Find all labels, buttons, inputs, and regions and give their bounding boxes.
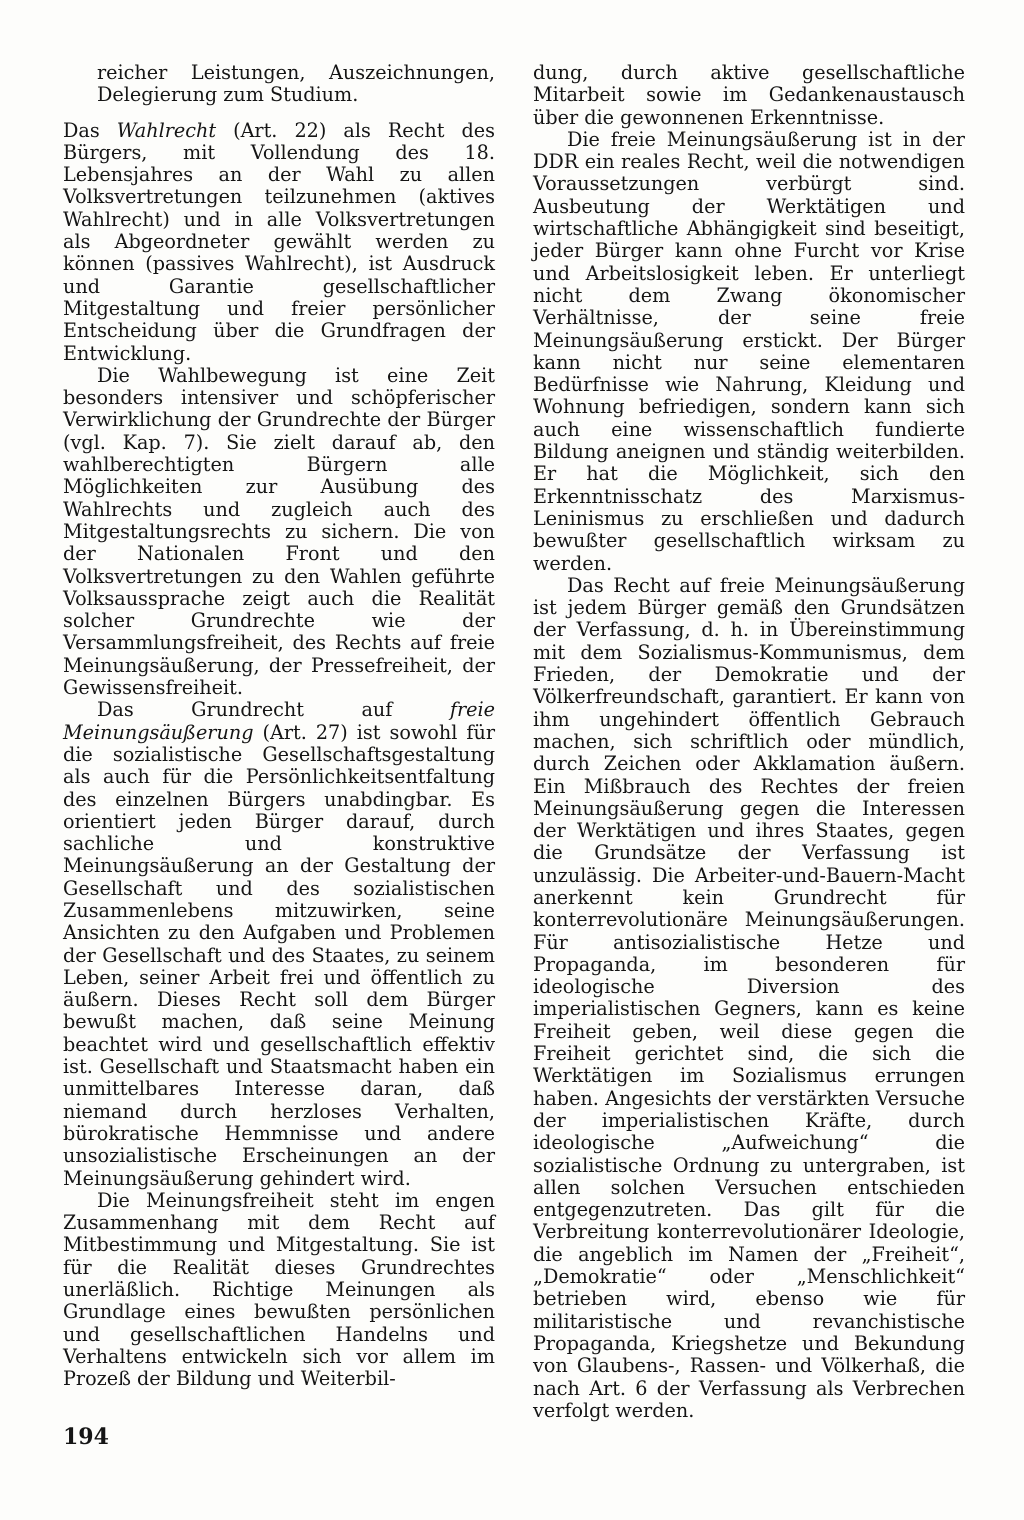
text-run: Das <box>63 118 117 142</box>
left-paragraph-meinungsfreiheit: Die Meinungsfreiheit steht im engen Zusammenhang mit dem Recht auf Mitbestimmung und Mitgestaltung. Sie ist für die Realität dieses Grundrechtes unerläßlich. Richtige Meinungen als Grundlage eines bewußten persönlichen und gesellschaftlichen Handelns und Verhaltens entwickeln sich vor allem im Prozeß der Bildung und Weiterbil- <box>63 1188 495 1391</box>
text-run: (Art. 27) ist sowohl für die sozialistische Gesellschaftsgestaltung als auch für die Persönlichkeitsentfaltung des einzelnen Bürgers unabdingbar. Es orientiert jeden Bürger darauf, durch sachliche und konstruktive Meinungsäußerung an der Gestaltung der Gesellschaft und des sozialistischen Zusammenlebens mitzuwirken, seine Ansichten zu den Aufgaben und Problemen der Gesellschaft und des Staates, zu seinem Leben, seiner Arbeit frei und öffentlich zu äußern. Dieses Recht soll dem Bürger bewußt machen, daß seine Meinung beachtet wird und gesellschaftlich effektiv ist. Gesellschaft und Staatsmacht haben ein unmittelbares Interesse daran, daß niemand durch herzloses Verhalten, bürokratische Hemmnisse und andere unsozialistische Erscheinungen an der Meinungsäußerung gehindert wird. <box>63 720 495 1190</box>
left-paragraph-wahlrecht <box>63 120 495 365</box>
page-number: 194 <box>63 1424 109 1450</box>
emphasis-term: freie Meinungsäußerung <box>63 698 495 744</box>
right-paragraph-recht-garantiert: Das Recht auf freie Meinungsäußerung ist jedem Bürger gemäß den Grundsätzen der Verfassung, d. h. in Übereinstimmung mit dem Sozialismus-Kommunismus, dem Frieden, der Demokratie und der Völkerfreundschaft, garantiert. Er kann von ihm ungehindert öffentlich Gebrauch machen, sich schriftlich oder mündlich, durch Zeichen oder Akklamation äußern. Ein Mißbrauch des Rechtes der freien Meinungsäußerung gegen die Interessen der Werktätigen und ihres Staates, gegen die Grundsätze der Verfassung ist unzulässig. Die Arbeiter-und-Bauern-Macht anerkennt kein Grundrecht für konterrevolutionäre Meinungsäußerungen. Für antisozialistische Hetze und Propaganda, im besonderen für ideologische Diversion des imperialistischen Gegners, kann es keine Freiheit geben, weil diese gegen die Freiheit gerichtet sind, die sich die Werktätigen im Sozialismus errungen haben. Angesichts der verstärkten Versuche der imperialistischen Kräfte, durch ideologische „Aufweichung“ die sozialistische Ordnung zu untergraben, ist allen solchen Versuchen entschieden entgegenzutreten. Das gilt für die Verbreitung konterrevolutionärer Ideologie, die angeblich im Namen der „Freiheit“, „Demokratie“ oder „Menschlichkeit“ betrieben wird, ebenso wie für militaristische und revanchistische Propaganda, Kriegshetze und Bekundung von Glaubens-, Rassen- und Völkerhaß, die nach Art. 6 der Verfassung als Verbrechen verfolgt werden. <box>533 573 965 1422</box>
text-run: (Art. 22) als Recht des Bürgers, mit Vollendung des 18. Lebensjahres an der Wahl zu allen Volksvertretungen teilzunehmen (aktives Wahlrecht) und in alle Volksvertretungen als Abgeordneter gewählt werden zu können (passives Wahlrecht), ist Ausdruck und Garantie gesellschaftlicher Mitgestaltung und freier persönlicher Entscheidung über die Grundfragen der Entwicklung. <box>63 118 495 365</box>
text-run: Das Grundrecht auf <box>97 698 450 722</box>
right-paragraph-continuation: dung, durch aktive gesellschaftliche Mitarbeit sowie im Gedankenaustausch über die gewonnenen Erkenntnisse. <box>533 61 965 129</box>
left-paragraph-wahlbewegung: Die Wahlbewegung ist eine Zeit besonders intensiver und schöpferischer Verwirklichung der Grundrechte der Bürger (vgl. Kap. 7). Sie zielt darauf ab, den wahlberechtigten Bürgern alle Möglichkeiten zur Ausübung des Wahlrechts und zugleich auch des Mitgestaltungsrechts zu sichern. Die von der Nationalen Front und den Volksvertretungen zu den Wahlen geführte Volksaussprache zeigt auch die Realität solcher Grundrechte wie der Versammlungsfreiheit, des Rechts auf freie Meinungsäußerung, der Pressefreiheit, der Gewissensfreiheit. <box>63 363 495 700</box>
right-column <box>533 62 965 1422</box>
left-column <box>63 62 495 1391</box>
left-paragraph-meinungsaeusserung <box>63 699 495 1190</box>
emphasis-term: Wahlrecht <box>116 118 217 142</box>
left-paragraph-continuation: reicher Leistungen, Auszeichnungen, Delegierung zum Studium. <box>97 61 495 107</box>
right-paragraph-reales-recht: Die freie Meinungsäußerung ist in der DDR ein reales Recht, weil die notwendigen Voraussetzungen verbürgt sind. Ausbeutung der Werktätigen und wirtschaftliche Abhängigkeit sind beseitigt, jeder Bürger kann ohne Furcht vor Krise und Arbeitslosigkeit leben. Er unterliegt nicht dem Zwang ökonomischer Verhältnisse, der seine freie Meinungsäußerung erstickt. Der Bürger kann nicht nur seine elementaren Bedürfnisse wie Nahrung, Kleidung und Wohnung befriedigen, sondern kann sich auch eine wissenschaftlich fundierte Bildung aneignen und ständig weiterbilden. Er hat die Möglichkeit, sich den Erkenntnisschatz des Marxismus-Leninismus zu erschließen und dadurch bewußter gesellschaftlich wirksam zu werden. <box>533 127 965 575</box>
